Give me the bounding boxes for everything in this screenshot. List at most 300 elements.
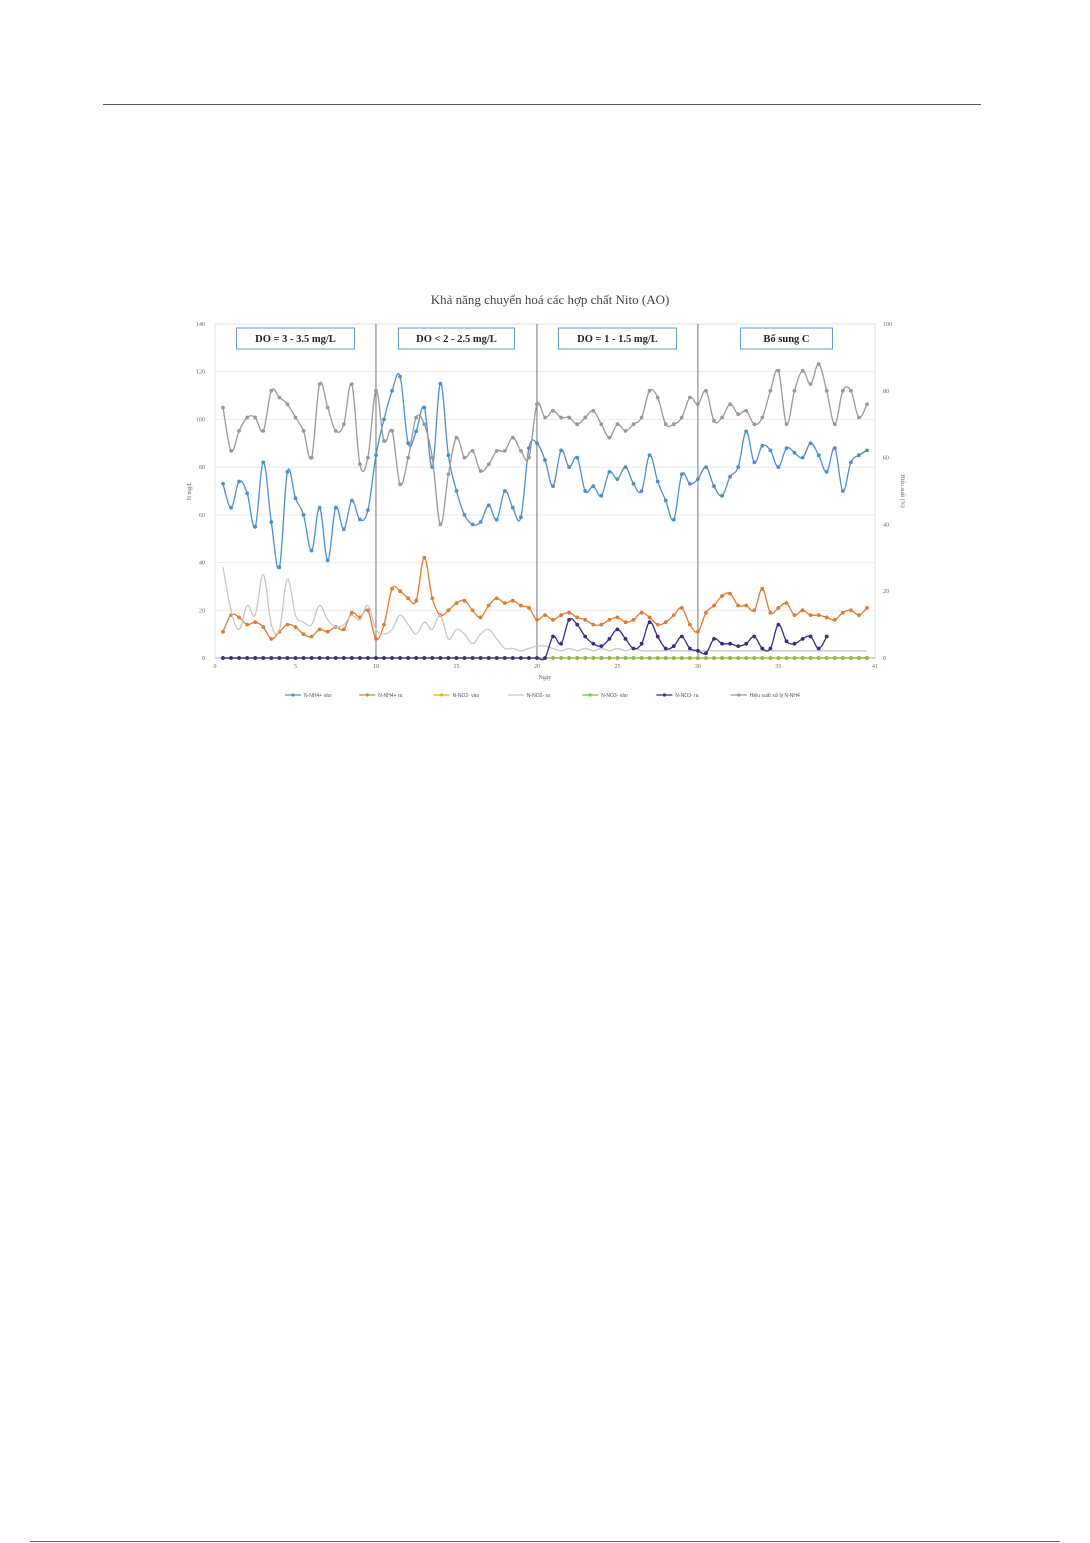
data-point-n-no3-ra	[567, 618, 571, 622]
data-point-n-no3-ra	[253, 656, 257, 660]
data-point-hi-u-su-t-x-l-n-nh4	[447, 472, 451, 476]
data-point-n-nh4-ra	[294, 625, 298, 629]
x-tick-label: 30	[694, 664, 701, 670]
data-point-n-no3-ra	[551, 635, 555, 639]
data-point-n-nh4-v-o	[551, 484, 555, 488]
data-point-n-nh4-v-o	[752, 461, 756, 465]
data-point-hi-u-su-t-x-l-n-nh4	[559, 416, 563, 420]
data-point-hi-u-su-t-x-l-n-nh4	[736, 412, 740, 416]
data-point-n-nh4-v-o	[253, 525, 257, 529]
data-point-hi-u-su-t-x-l-n-nh4	[302, 429, 306, 433]
data-point-n-no3-v-o	[785, 656, 789, 660]
data-point-n-nh4-v-o	[583, 489, 587, 493]
data-point-n-no3-ra	[278, 656, 282, 660]
data-point-n-no3-ra	[342, 656, 346, 660]
data-point-n-no3-v-o	[656, 656, 660, 660]
data-point-n-no3-v-o	[809, 656, 813, 660]
phase-label: DO = 3 - 3.5 mg/L	[255, 334, 336, 345]
data-point-n-no3-ra	[559, 642, 563, 646]
data-point-n-nh4-ra	[447, 608, 451, 612]
x-tick-label: 0	[213, 664, 217, 670]
data-point-n-nh4-v-o	[559, 449, 563, 453]
data-point-n-nh4-v-o	[543, 458, 547, 462]
data-point-n-no3-v-o	[551, 656, 555, 660]
data-point-n-nh4-ra	[302, 632, 306, 636]
series-layer	[221, 362, 869, 660]
data-point-n-nh4-ra	[760, 587, 764, 591]
phase-box-layer	[236, 328, 832, 349]
data-point-n-nh4-v-o	[608, 470, 612, 474]
data-point-n-no3-v-o	[736, 656, 740, 660]
phase-label: DO < 2 - 2.5 mg/L	[416, 334, 497, 345]
data-point-n-no3-ra	[624, 637, 628, 641]
data-point-n-nh4-ra	[511, 599, 515, 603]
data-point-n-nh4-v-o	[294, 496, 298, 500]
data-point-n-nh4-ra	[785, 601, 789, 605]
data-point-n-no3-ra	[495, 656, 499, 660]
data-point-n-nh4-ra	[825, 616, 829, 620]
data-point-hi-u-su-t-x-l-n-nh4	[511, 436, 515, 440]
y-left-tick-label: 0	[202, 656, 205, 662]
data-point-n-nh4-ra	[736, 604, 740, 608]
data-point-n-no3-ra	[720, 642, 724, 646]
data-point-hi-u-su-t-x-l-n-nh4	[503, 449, 507, 453]
data-point-n-nh4-v-o	[237, 480, 241, 484]
data-point-n-no3-ra	[535, 656, 539, 660]
data-point-n-nh4-v-o	[535, 441, 539, 445]
data-point-n-nh4-v-o	[736, 465, 740, 469]
data-point-n-no3-v-o	[744, 656, 748, 660]
data-point-n-no3-ra	[455, 656, 459, 660]
data-point-n-no3-v-o	[640, 656, 644, 660]
data-point-n-no3-ra	[785, 639, 789, 643]
data-point-n-no3-ra	[752, 635, 756, 639]
data-point-n-nh4-ra	[495, 597, 499, 601]
data-point-n-nh4-v-o	[495, 518, 499, 522]
data-point-n-nh4-v-o	[696, 477, 700, 481]
series-line-n-no2-ra	[223, 567, 867, 651]
data-point-n-nh4-v-o	[672, 518, 676, 522]
data-point-hi-u-su-t-x-l-n-nh4	[286, 402, 290, 406]
data-point-n-no3-ra	[318, 656, 322, 660]
y-right-tick-label: 80	[883, 388, 889, 395]
data-point-hi-u-su-t-x-l-n-nh4	[833, 422, 837, 426]
data-point-n-no3-v-o	[624, 656, 628, 660]
data-point-n-no3-ra	[302, 656, 306, 660]
data-point-n-nh4-ra	[849, 608, 853, 612]
y-right-tick-label: 20	[883, 589, 889, 596]
y-right-tick-label: 40	[883, 522, 889, 529]
footer-rule	[30, 1541, 1060, 1542]
data-point-n-nh4-ra	[350, 611, 354, 615]
data-point-n-nh4-ra	[809, 613, 813, 617]
data-point-hi-u-su-t-x-l-n-nh4	[294, 416, 298, 420]
data-point-n-nh4-v-o	[785, 446, 789, 450]
data-point-n-no3-ra	[237, 656, 241, 660]
data-point-n-no3-v-o	[567, 656, 571, 660]
data-point-hi-u-su-t-x-l-n-nh4	[857, 416, 861, 420]
data-point-n-nh4-v-o	[398, 375, 402, 379]
data-point-n-no3-v-o	[825, 656, 829, 660]
data-point-n-nh4-v-o	[793, 451, 797, 455]
data-point-n-nh4-ra	[841, 611, 845, 615]
data-point-n-nh4-v-o	[414, 430, 418, 434]
legend-marker	[291, 693, 294, 696]
data-point-n-nh4-v-o	[744, 430, 748, 434]
data-point-n-nh4-v-o	[809, 441, 813, 445]
data-point-hi-u-su-t-x-l-n-nh4	[656, 396, 660, 400]
data-point-hi-u-su-t-x-l-n-nh4	[599, 422, 603, 426]
data-point-n-no3-v-o	[672, 656, 676, 660]
data-point-n-nh4-v-o	[841, 489, 845, 493]
data-point-n-nh4-ra	[599, 623, 603, 627]
data-point-hi-u-su-t-x-l-n-nh4	[777, 369, 781, 373]
data-point-n-nh4-v-o	[487, 503, 491, 507]
data-point-n-nh4-v-o	[245, 492, 249, 496]
legend-entry: N-NH4+ ra	[378, 692, 403, 699]
data-point-n-no3-ra	[334, 656, 338, 660]
data-point-n-no3-ra	[680, 635, 684, 639]
data-point-n-no3-v-o	[865, 656, 869, 660]
data-point-hi-u-su-t-x-l-n-nh4	[616, 422, 620, 426]
data-point-n-nh4-ra	[374, 637, 378, 641]
y-left-tick-label: 100	[196, 417, 205, 424]
data-point-hi-u-su-t-x-l-n-nh4	[398, 482, 402, 486]
data-point-hi-u-su-t-x-l-n-nh4	[334, 429, 338, 433]
data-point-n-nh4-v-o	[439, 382, 443, 386]
data-point-n-nh4-v-o	[221, 482, 225, 486]
data-point-n-nh4-ra	[245, 623, 249, 627]
data-point-hi-u-su-t-x-l-n-nh4	[406, 456, 410, 460]
data-point-hi-u-su-t-x-l-n-nh4	[382, 439, 386, 443]
data-point-hi-u-su-t-x-l-n-nh4	[793, 389, 797, 393]
data-point-n-no3-ra	[286, 656, 290, 660]
data-point-n-nh4-ra	[591, 623, 595, 627]
data-point-n-nh4-ra	[382, 623, 386, 627]
data-point-hi-u-su-t-x-l-n-nh4	[575, 422, 579, 426]
y-left-tick-label: 120	[196, 369, 205, 376]
y-left-tick-label: 20	[199, 608, 205, 615]
data-point-n-no3-ra	[801, 637, 805, 641]
data-point-hi-u-su-t-x-l-n-nh4	[495, 449, 499, 453]
data-point-n-nh4-v-o	[801, 456, 805, 460]
data-point-n-no3-ra	[261, 656, 265, 660]
data-point-n-no3-ra	[447, 656, 451, 660]
data-point-n-nh4-ra	[463, 599, 467, 603]
header-rule	[103, 104, 981, 105]
y-left-tick-label: 60	[199, 512, 205, 519]
data-point-n-nh4-v-o	[777, 465, 781, 469]
data-point-n-nh4-ra	[744, 604, 748, 608]
data-point-hi-u-su-t-x-l-n-nh4	[567, 416, 571, 420]
data-point-n-no3-ra	[583, 635, 587, 639]
data-point-n-no3-v-o	[632, 656, 636, 660]
grid-layer	[215, 324, 875, 658]
data-point-n-no3-v-o	[760, 656, 764, 660]
data-point-n-nh4-v-o	[422, 406, 426, 410]
data-point-hi-u-su-t-x-l-n-nh4	[817, 362, 821, 366]
data-point-n-nh4-ra	[769, 611, 773, 615]
data-point-n-no3-v-o	[575, 656, 579, 660]
data-point-n-no3-ra	[632, 647, 636, 651]
data-point-hi-u-su-t-x-l-n-nh4	[801, 369, 805, 373]
data-point-n-no3-ra	[728, 642, 732, 646]
x-tick-label: 10	[372, 664, 379, 670]
y-right-tick-label: 60	[883, 455, 889, 462]
data-point-n-no3-ra	[760, 647, 764, 651]
data-point-n-nh4-ra	[720, 594, 724, 598]
data-point-hi-u-su-t-x-l-n-nh4	[269, 389, 273, 393]
data-point-n-nh4-v-o	[632, 482, 636, 486]
data-point-hi-u-su-t-x-l-n-nh4	[439, 523, 443, 527]
data-point-n-no3-ra	[744, 642, 748, 646]
data-point-n-nh4-ra	[414, 599, 418, 603]
data-point-hi-u-su-t-x-l-n-nh4	[390, 429, 394, 433]
x-axis-title: Ngày	[538, 675, 552, 681]
data-point-hi-u-su-t-x-l-n-nh4	[608, 436, 612, 440]
data-point-n-no3-ra	[769, 647, 773, 651]
plot-frame	[215, 324, 875, 658]
data-point-n-no3-v-o	[704, 656, 708, 660]
data-point-n-nh4-ra	[261, 625, 265, 629]
data-point-n-nh4-v-o	[261, 461, 265, 465]
data-point-n-nh4-v-o	[712, 484, 716, 488]
data-point-hi-u-su-t-x-l-n-nh4	[809, 382, 813, 386]
data-point-n-no3-v-o	[688, 656, 692, 660]
data-point-n-nh4-v-o	[575, 456, 579, 460]
data-point-n-no3-ra	[543, 656, 547, 660]
data-point-n-no3-v-o	[841, 656, 845, 660]
data-point-n-nh4-ra	[543, 613, 547, 617]
data-point-n-nh4-v-o	[318, 506, 322, 510]
data-point-n-nh4-ra	[801, 608, 805, 612]
data-point-hi-u-su-t-x-l-n-nh4	[358, 462, 362, 466]
data-point-hi-u-su-t-x-l-n-nh4	[366, 456, 370, 460]
data-point-n-nh4-ra	[680, 606, 684, 610]
legend-marker	[589, 693, 592, 696]
data-point-n-no3-ra	[374, 656, 378, 660]
data-point-hi-u-su-t-x-l-n-nh4	[583, 416, 587, 420]
y-right-tick-label: 0	[883, 656, 886, 662]
data-point-n-nh4-v-o	[503, 489, 507, 493]
data-point-n-nh4-ra	[632, 618, 636, 622]
data-point-n-no3-v-o	[769, 656, 773, 660]
data-point-n-no3-ra	[439, 656, 443, 660]
data-point-n-nh4-v-o	[229, 506, 233, 510]
data-point-n-no3-ra	[390, 656, 394, 660]
data-point-n-no3-v-o	[857, 656, 861, 660]
data-point-n-nh4-v-o	[857, 453, 861, 457]
data-point-hi-u-su-t-x-l-n-nh4	[342, 422, 346, 426]
data-point-n-nh4-v-o	[374, 453, 378, 457]
data-point-hi-u-su-t-x-l-n-nh4	[374, 389, 378, 393]
data-point-n-no3-v-o	[728, 656, 732, 660]
data-point-hi-u-su-t-x-l-n-nh4	[704, 389, 708, 393]
data-point-n-nh4-v-o	[310, 549, 314, 553]
legend-entry: N-NO3- ra	[675, 692, 699, 699]
data-point-hi-u-su-t-x-l-n-nh4	[624, 429, 628, 433]
data-point-n-nh4-v-o	[366, 508, 370, 512]
phase-divider-layer	[376, 324, 698, 658]
data-point-hi-u-su-t-x-l-n-nh4	[245, 416, 249, 420]
data-point-n-nh4-v-o	[390, 389, 394, 393]
legend-entry: N-NO3- vào	[601, 692, 628, 699]
data-point-n-nh4-ra	[865, 606, 869, 610]
data-point-n-no3-ra	[736, 644, 740, 648]
data-point-n-nh4-ra	[326, 630, 330, 634]
data-point-n-nh4-ra	[728, 592, 732, 596]
data-point-n-nh4-ra	[640, 611, 644, 615]
data-point-n-no3-ra	[817, 647, 821, 651]
data-point-n-nh4-ra	[398, 589, 402, 593]
data-point-n-nh4-v-o	[664, 499, 668, 503]
data-point-hi-u-su-t-x-l-n-nh4	[551, 409, 555, 413]
data-point-n-nh4-v-o	[599, 494, 603, 498]
data-point-n-nh4-ra	[221, 630, 225, 634]
data-point-n-no3-ra	[221, 656, 225, 660]
data-point-n-nh4-v-o	[269, 520, 273, 524]
phase-label: Bổ sung C	[763, 334, 810, 345]
data-point-hi-u-su-t-x-l-n-nh4	[865, 402, 869, 406]
data-point-hi-u-su-t-x-l-n-nh4	[760, 416, 764, 420]
data-point-n-no3-ra	[398, 656, 402, 660]
data-point-n-nh4-ra	[817, 613, 821, 617]
data-point-n-no3-ra	[809, 635, 813, 639]
data-point-hi-u-su-t-x-l-n-nh4	[632, 422, 636, 426]
data-point-n-nh4-ra	[535, 618, 539, 622]
data-point-hi-u-su-t-x-l-n-nh4	[463, 456, 467, 460]
data-point-n-no3-ra	[616, 628, 620, 632]
data-point-n-nh4-v-o	[406, 441, 410, 445]
data-point-hi-u-su-t-x-l-n-nh4	[422, 422, 426, 426]
x-tick-label: 35	[775, 664, 782, 670]
data-point-hi-u-su-t-x-l-n-nh4	[752, 422, 756, 426]
data-point-n-no3-ra	[688, 647, 692, 651]
data-point-n-no3-ra	[519, 656, 523, 660]
data-point-n-no3-ra	[672, 644, 676, 648]
data-point-n-no3-ra	[591, 642, 595, 646]
data-point-hi-u-su-t-x-l-n-nh4	[841, 389, 845, 393]
data-point-hi-u-su-t-x-l-n-nh4	[253, 416, 257, 420]
data-point-hi-u-su-t-x-l-n-nh4	[519, 449, 523, 453]
data-point-n-nh4-ra	[616, 616, 620, 620]
data-point-hi-u-su-t-x-l-n-nh4	[640, 416, 644, 420]
data-point-hi-u-su-t-x-l-n-nh4	[543, 416, 547, 420]
data-point-hi-u-su-t-x-l-n-nh4	[414, 416, 418, 420]
data-point-hi-u-su-t-x-l-n-nh4	[535, 402, 539, 406]
y-left-axis-title: N mg/L	[187, 481, 193, 501]
data-point-hi-u-su-t-x-l-n-nh4	[479, 469, 483, 473]
data-point-n-no3-ra	[608, 637, 612, 641]
data-point-n-no3-ra	[366, 656, 370, 660]
data-point-n-nh4-ra	[390, 587, 394, 591]
y-right-tick-label: 100	[883, 322, 892, 328]
data-point-n-nh4-ra	[527, 606, 531, 610]
data-point-n-nh4-ra	[286, 623, 290, 627]
data-point-n-nh4-ra	[575, 616, 579, 620]
data-point-hi-u-su-t-x-l-n-nh4	[237, 429, 241, 433]
data-point-n-no3-ra	[503, 656, 507, 660]
data-point-n-no3-ra	[406, 656, 410, 660]
data-point-n-nh4-ra	[664, 620, 668, 624]
data-point-n-no3-v-o	[583, 656, 587, 660]
x-tick-label: 25	[614, 664, 621, 670]
data-point-n-nh4-ra	[269, 637, 273, 641]
data-point-n-no3-ra	[487, 656, 491, 660]
data-point-n-nh4-v-o	[865, 449, 869, 453]
data-point-n-nh4-ra	[688, 623, 692, 627]
data-point-hi-u-su-t-x-l-n-nh4	[825, 389, 829, 393]
x-tick-label: 41	[872, 664, 878, 670]
data-point-n-nh4-v-o	[326, 558, 330, 562]
data-point-n-nh4-v-o	[350, 499, 354, 503]
series-line-n-nh4-ra	[223, 558, 867, 640]
legend-entry: N-NO2- vào	[452, 692, 480, 699]
data-point-n-no3-ra	[358, 656, 362, 660]
data-point-n-nh4-v-o	[648, 453, 652, 457]
data-point-n-nh4-v-o	[455, 489, 459, 493]
data-point-n-nh4-v-o	[511, 506, 515, 510]
data-point-hi-u-su-t-x-l-n-nh4	[591, 409, 595, 413]
legend-entry: Hiệu suất xử lý N-NH4	[749, 692, 800, 699]
data-point-n-no3-ra	[527, 656, 531, 660]
data-point-n-no3-v-o	[720, 656, 724, 660]
data-point-n-nh4-v-o	[833, 446, 837, 450]
data-point-n-no3-v-o	[559, 656, 563, 660]
legend-marker	[366, 693, 369, 696]
data-point-hi-u-su-t-x-l-n-nh4	[278, 396, 282, 400]
x-tick-label: 15	[453, 664, 460, 670]
legend-layer	[285, 692, 800, 699]
data-point-hi-u-su-t-x-l-n-nh4	[350, 382, 354, 386]
data-point-n-no3-v-o	[801, 656, 805, 660]
data-point-n-nh4-ra	[487, 604, 491, 608]
data-point-n-no3-ra	[463, 656, 467, 660]
data-point-n-nh4-ra	[672, 613, 676, 617]
data-point-hi-u-su-t-x-l-n-nh4	[744, 409, 748, 413]
series-line-n-nh4-v-o	[223, 374, 867, 569]
data-point-n-no3-ra	[422, 656, 426, 660]
data-point-n-no3-ra	[704, 651, 708, 655]
data-point-n-nh4-v-o	[769, 449, 773, 453]
data-point-n-no3-v-o	[696, 656, 700, 660]
data-point-n-no3-v-o	[849, 656, 853, 660]
data-point-n-no3-ra	[350, 656, 354, 660]
data-point-n-nh4-v-o	[382, 418, 386, 422]
data-point-n-nh4-v-o	[640, 489, 644, 493]
data-point-hi-u-su-t-x-l-n-nh4	[720, 416, 724, 420]
data-point-n-nh4-ra	[406, 597, 410, 601]
data-point-n-nh4-ra	[857, 613, 861, 617]
data-point-hi-u-su-t-x-l-n-nh4	[471, 449, 475, 453]
data-point-n-nh4-v-o	[624, 465, 628, 469]
data-point-n-nh4-v-o	[447, 453, 451, 457]
data-point-n-no3-ra	[696, 649, 700, 653]
data-point-n-no3-ra	[511, 656, 515, 660]
data-point-n-no3-ra	[575, 623, 579, 627]
data-point-n-nh4-v-o	[567, 465, 571, 469]
data-point-n-nh4-ra	[430, 597, 434, 601]
data-point-hi-u-su-t-x-l-n-nh4	[326, 406, 330, 410]
data-point-n-no3-v-o	[712, 656, 716, 660]
data-point-n-no3-v-o	[664, 656, 668, 660]
data-point-n-nh4-v-o	[760, 444, 764, 448]
data-point-n-nh4-v-o	[704, 465, 708, 469]
data-point-n-no3-ra	[712, 637, 716, 641]
data-point-n-nh4-v-o	[720, 494, 724, 498]
data-point-hi-u-su-t-x-l-n-nh4	[310, 456, 314, 460]
data-point-n-no3-ra	[430, 656, 434, 660]
